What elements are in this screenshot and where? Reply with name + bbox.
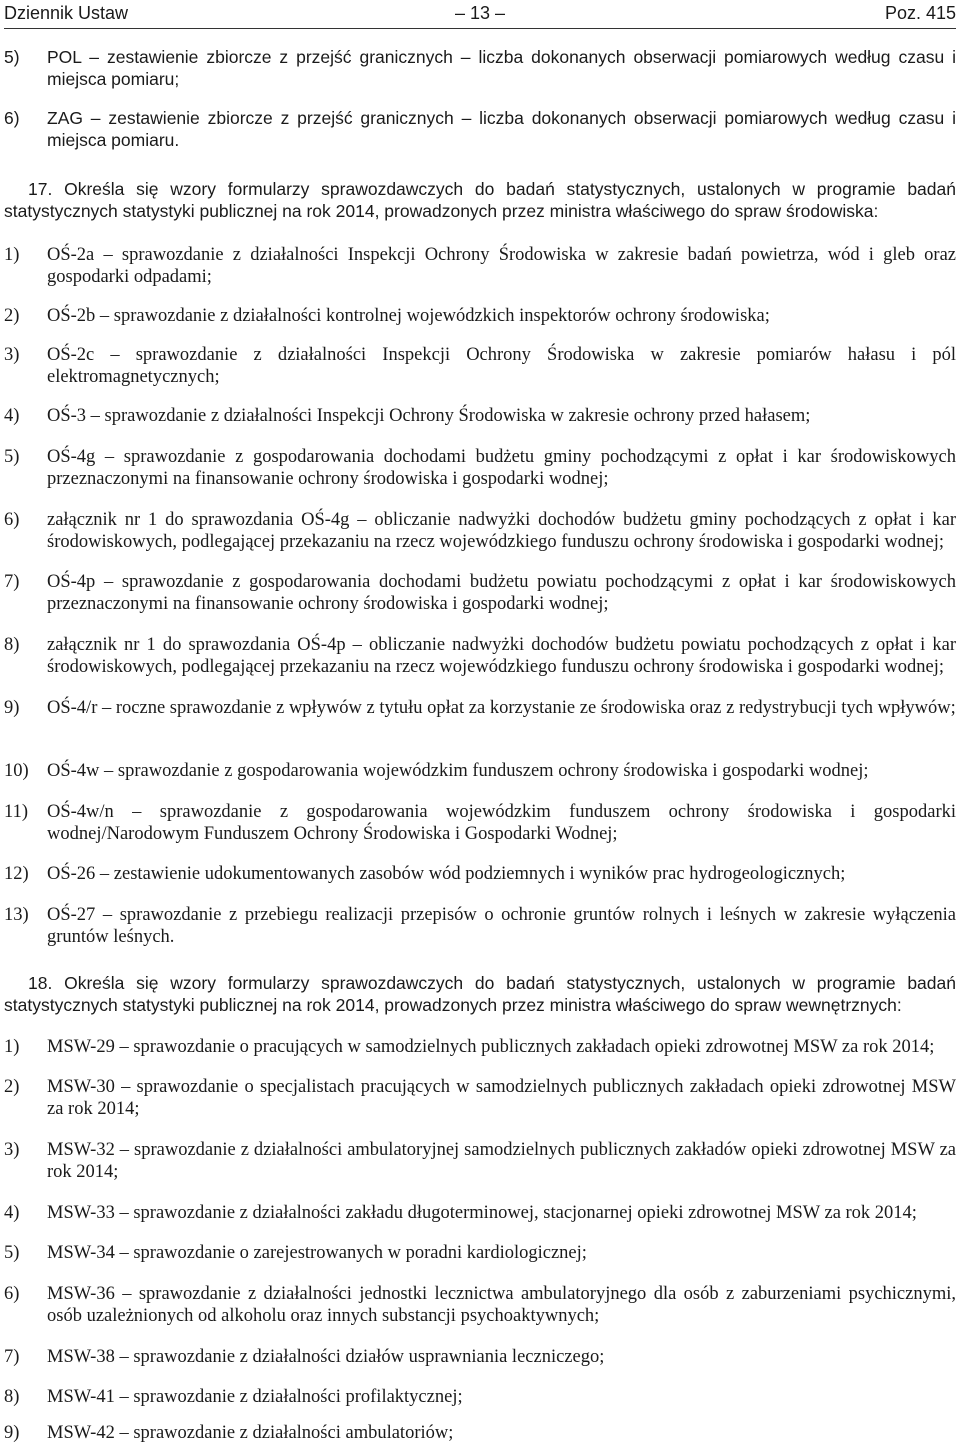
list-item (4, 1076, 956, 1120)
item-number: 1) (4, 1037, 20, 1057)
item-text: OŚ-26 – zestawienie udokumentowanych zasobów wód podziemnych i wyników prac hydrogeologicznych; (47, 864, 846, 884)
item-number: 7) (4, 572, 20, 592)
item-text: załącznik nr 1 do sprawozdania OŚ-4p – obliczanie nadwyżki dochodów budżetu powiatu pochodzących z opłat i kar środowiskowych, podlegającej przekazaniu na rzecz wojewódzkiego funduszu ochrony środowiska i gospodarki wodnej; (47, 635, 956, 677)
item-text: OŚ-4w/n – sprawozdanie z gospodarowania wojewódzkim funduszem ochrony środowiska i gospodarki wodnej/Narodowym Funduszem Ochrony Środowiska i Gospodarki Wodnej; (47, 802, 956, 844)
item-number: 9) (4, 1423, 20, 1443)
section-18-intro: 18. Określa się wzory formularzy sprawozdawczych do badań statystycznych, ustalonych w programie badań statystycznych statystyki publicznej na rok 2014, prowadzonych przez ministra właściwego do spraw wewnętrznych: (4, 973, 956, 1015)
item-text: MSW-30 – sprawozdanie o specjalistach pracujących w samodzielnych publicznych zakładach opieki zdrowotnej MSW za rok 2014; (47, 1077, 956, 1119)
item-number: 6) (4, 1284, 20, 1304)
item-text: MSW-42 – sprawozdanie z działalności ambulatoriów; (47, 1423, 454, 1443)
item-text: MSW-34 – sprawozdanie o zarejestrowanych w poradni kardiologicznej; (47, 1243, 587, 1263)
list-item (4, 108, 956, 151)
list-item (4, 1386, 956, 1408)
list-item (4, 571, 956, 615)
list-item (4, 634, 956, 678)
item-text: OŚ-4w – sprawozdanie z gospodarowania wojewódzkim funduszem ochrony środowiska i gospodarki wodnej; (47, 761, 869, 781)
item-number: 12) (4, 864, 29, 884)
list-item (4, 904, 956, 948)
item-number: 5) (4, 47, 20, 67)
item-number: 6) (4, 510, 20, 530)
list-item (4, 863, 956, 885)
list-item (4, 446, 956, 490)
running-header (4, 2, 956, 29)
item-text: ZAG – zestawienie zbiorcze z przejść granicznych – liczba dokonanych obserwacji pomiarowych według czasu i miejsca pomiaru. (47, 108, 956, 150)
item-text: OŚ-3 – sprawozdanie z działalności Inspekcji Ochrony Środowiska w zakresie ochrony przed hałasem; (47, 406, 811, 426)
list-item (4, 760, 956, 782)
list-item (4, 344, 956, 388)
item-number: 2) (4, 1077, 20, 1097)
section-17-intro: 17. Określa się wzory formularzy sprawozdawczych do badań statystycznych, ustalonych w programie badań statystycznych statystyki publicznej na rok 2014, prowadzonych przez ministra właściwego do spraw środowiska: (4, 179, 956, 221)
item-number: 11) (4, 802, 28, 822)
item-text: załącznik nr 1 do sprawozdania OŚ-4g – obliczanie nadwyżki dochodów budżetu gminy pochodzących z opłat i kar środowiskowych, podlegającej przekazaniu na rzecz wojewódzkiego funduszu ochrony środowiska i gospodarki wodnej; (47, 510, 956, 552)
list-item (4, 1283, 956, 1327)
item-number: 5) (4, 447, 20, 467)
item-number: 3) (4, 345, 20, 365)
list-item (4, 405, 956, 427)
item-text: MSW-32 – sprawozdanie z działalności ambulatoryjnej samodzielnych publicznych zakładów opieki zdrowotnej MSW za rok 2014; (47, 1140, 956, 1182)
list-item (4, 47, 956, 90)
item-text: MSW-29 – sprawozdanie o pracujących w samodzielnych publicznych zakładach opieki zdrowotnej MSW za rok 2014; (47, 1037, 935, 1057)
item-number: 2) (4, 306, 20, 326)
item-text: OŚ-27 – sprawozdanie z przebiegu realizacji przepisów o ochronie gruntów rolnych i leśnych w zakresie wyłączenia gruntów leśnych. (47, 905, 956, 947)
item-number: 10) (4, 761, 29, 781)
item-number: 7) (4, 1347, 20, 1367)
item-number: 8) (4, 1387, 20, 1407)
item-text: MSW-36 – sprawozdanie z działalności jednostki lecznictwa ambulatoryjnego dla osób z zaburzeniami psychicznymi, osób uzależnionych od alkoholu oraz innych substancji psychoaktywnych; (47, 1284, 956, 1326)
list-item (4, 244, 956, 288)
item-text: OŚ-2b – sprawozdanie z działalności kontrolnej wojewódzkich inspektorów ochrony środowiska; (47, 306, 770, 326)
list-item (4, 305, 956, 327)
list-item (4, 1036, 956, 1058)
list-item (4, 1139, 956, 1183)
item-number: 6) (4, 108, 20, 128)
list-item (4, 697, 956, 719)
item-text: OŚ-2c – sprawozdanie z działalności Inspekcji Ochrony Środowiska w zakresie pomiarów hałasu i pól elektromagnetycznych; (47, 345, 956, 387)
item-text: OŚ-4/r – roczne sprawozdanie z wpływów z tytułu opłat za korzystanie ze środowiska oraz z redystrybucji tych wpływów; (47, 698, 956, 718)
item-number: 3) (4, 1140, 20, 1160)
journal-title: Dziennik Ustaw (4, 3, 129, 23)
item-number: 13) (4, 905, 29, 925)
list-item (4, 1242, 956, 1264)
list-item (4, 509, 956, 553)
item-text: MSW-38 – sprawozdanie z działalności działów usprawniania leczniczego; (47, 1347, 605, 1367)
item-text: MSW-33 – sprawozdanie z działalności zakładu długoterminowej, stacjonarnej opieki zdrowotnej MSW za rok 2014; (47, 1203, 917, 1223)
item-number: 9) (4, 698, 20, 718)
item-number: 4) (4, 406, 20, 426)
item-number: 4) (4, 1203, 20, 1223)
list-item (4, 1346, 956, 1368)
page-number: – 13 – (454, 3, 506, 23)
list-item (4, 1422, 956, 1444)
item-text: OŚ-4g – sprawozdanie z gospodarowania dochodami budżetu gminy pochodzącymi z opłat i kar środowiskowych przeznaczonymi na finansowanie ochrony środowiska i gospodarki wodnej; (47, 447, 956, 489)
list-item (4, 801, 956, 845)
item-number: 1) (4, 245, 20, 265)
item-number: 5) (4, 1243, 20, 1263)
item-text: MSW-41 – sprawozdanie z działalności profilaktycznej; (47, 1387, 463, 1407)
item-number: 8) (4, 635, 20, 655)
list-item (4, 1202, 956, 1224)
item-text: OŚ-4p – sprawozdanie z gospodarowania dochodami budżetu powiatu pochodzącymi z opłat i kar środowiskowych przeznaczonymi na finansowanie ochrony środowiska i gospodarki wodnej; (47, 572, 956, 614)
position-number: Poz. 415 (884, 3, 956, 23)
item-text: OŚ-2a – sprawozdanie z działalności Inspekcji Ochrony Środowiska w zakresie badań powietrza, wód i gleb oraz gospodarki odpadami; (47, 245, 956, 287)
item-text: POL – zestawienie zbiorcze z przejść granicznych – liczba dokonanych obserwacji pomiarowych według czasu i miejsca pomiaru; (47, 47, 956, 89)
